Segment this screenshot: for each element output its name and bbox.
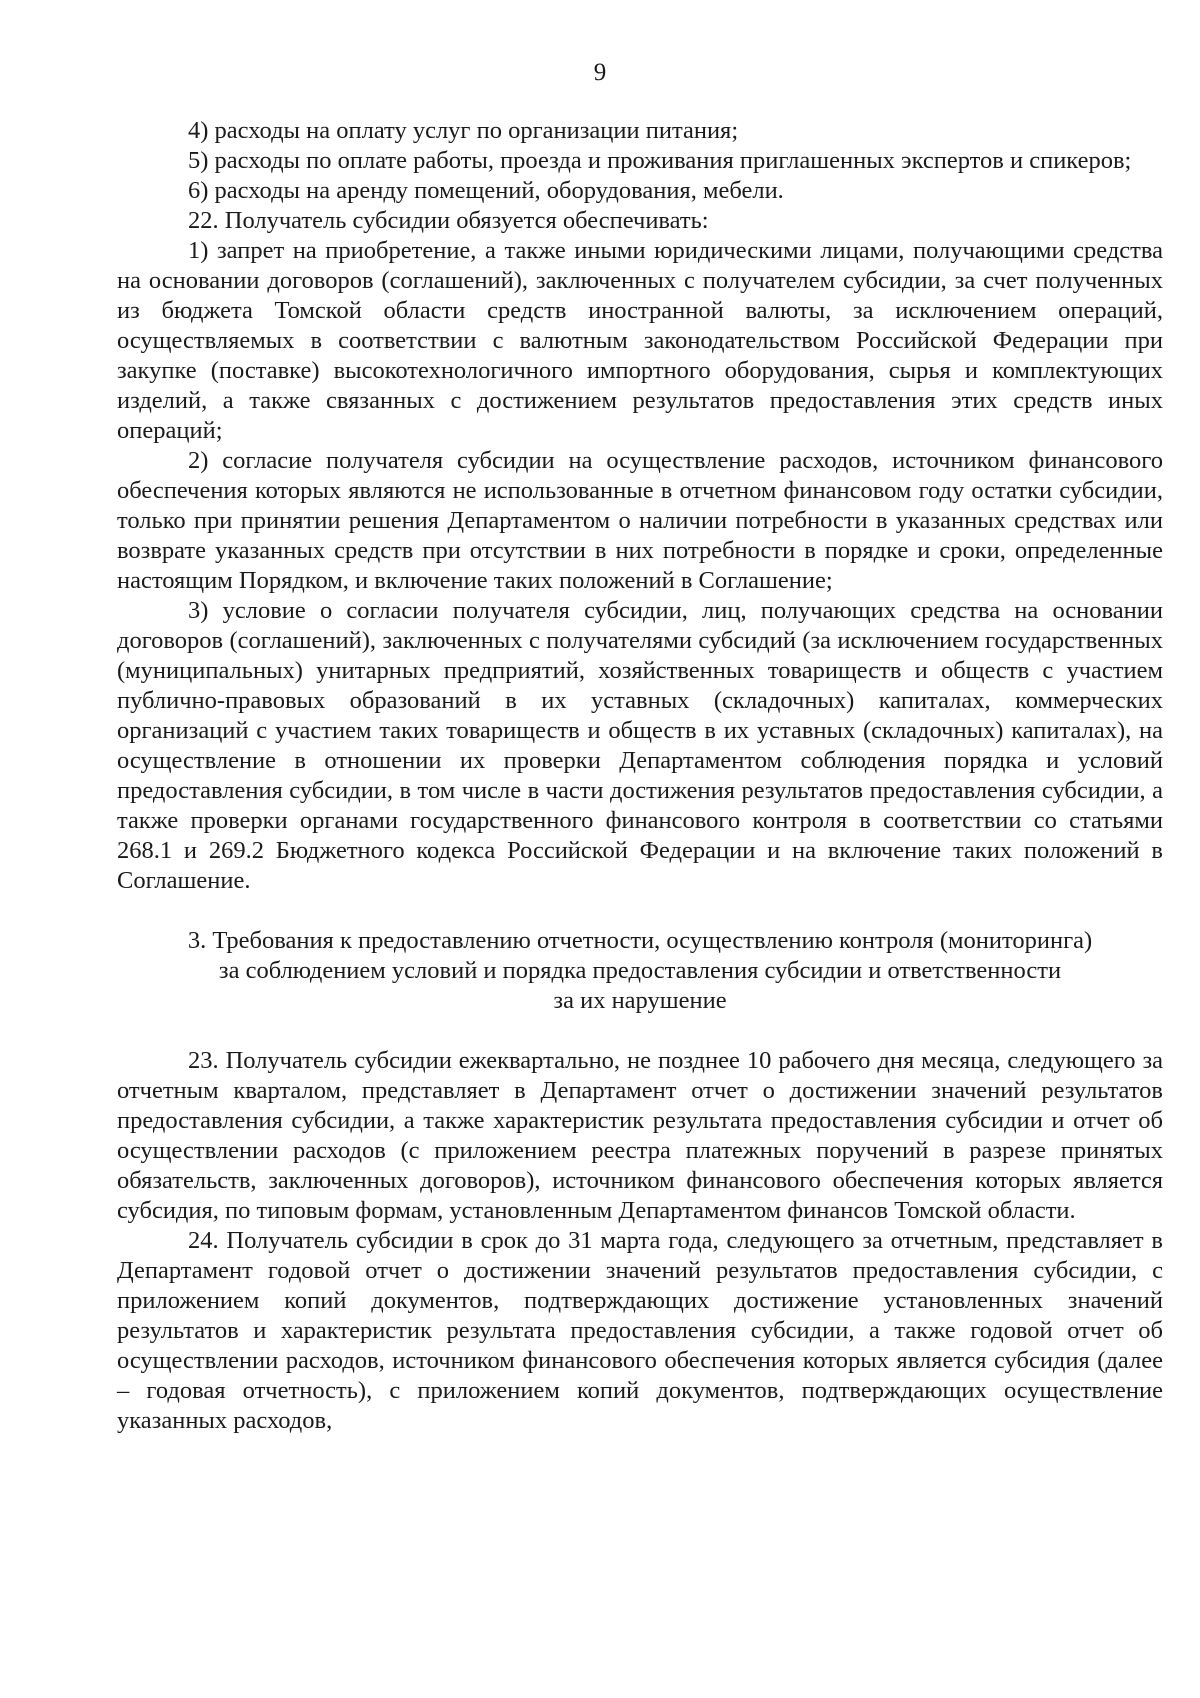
- paragraph-clause-22-item-1: 1) запрет на приобретение, а также иными юридическими лицами, получающими средства на основании договоров (соглашений), заключенных с получателем субсидии, за счет полученных из бюджета Томской области средств иностранной валюты, за исключением операций, осуществляемых в соответствии с валютным законодательством Российской Федерации при закупке (поставке) высокотехнологичного импортного оборудования, сырья и комплектующих изделий, а также связанных с достижением результатов предоставления этих средств иных операций;: [117, 237, 1163, 444]
- paragraph-clause-22-item-2: 2) согласие получателя субсидии на осуществление расходов, источником финансового обеспечения которых являются не использованные в отчетном финансовом году остатки субсидии, только при принятии решения Департаментом о наличии потребности в указанных средствах или возврате указанных средств при отсутствии в них потребности в порядке и сроки, определенные настоящим Порядком, и включение таких положений в Соглашение;: [117, 447, 1163, 594]
- section-heading-line-1: 3. Требования к предоставлению отчетности, осуществлению контроля (мониторинга): [187, 927, 1093, 954]
- document-body: [117, 116, 1163, 1436]
- section-heading-line-2: за соблюдением условий и порядка предоставления субсидии и ответственности: [218, 957, 1062, 984]
- paragraph-item-5: 5) расходы по оплате работы, проезда и проживания приглашенных экспертов и спикеров;: [188, 147, 1132, 174]
- paragraph-clause-22: 22. Получатель субсидии обязуется обеспечивать:: [188, 207, 709, 234]
- paragraph-clause-23: 23. Получатель субсидии ежеквартально, не позднее 10 рабочего дня месяца, следующего за отчетным кварталом, представляет в Департамент отчет о достижении значений результатов предоставления субсидии, а также характеристик результата предоставления субсидии и отчет об осуществлении расходов (с приложением реестра платежных поручений в разрезе принятых обязательств, заключенных договоров), источником финансового обеспечения которых является субсидия, по типовым формам, установленным Департаментом финансов Томской области.: [117, 1047, 1163, 1224]
- section-heading-line-3: за их нарушение: [553, 987, 727, 1014]
- section-heading: [117, 926, 1163, 1016]
- paragraph-item-4: 4) расходы на оплату услуг по организации питания;: [188, 117, 739, 144]
- paragraph-item-6: 6) расходы на аренду помещений, оборудования, мебели.: [188, 177, 784, 204]
- paragraph-clause-24: 24. Получатель субсидии в срок до 31 марта года, следующего за отчетным, представляет в Департамент годовой отчет о достижении значений результатов предоставления субсидии, с приложением копий документов, подтверждающих достижение установленных значений результатов и характеристик результата предоставления субсидии, а также годовой отчет об осуществлении расходов, источником финансового обеспечения которых является субсидия (далее – годовая отчетность), с приложением копий документов, подтверждающих осуществление указанных расходов,: [117, 1227, 1163, 1434]
- page-number: 9: [593, 59, 607, 86]
- paragraph-clause-22-item-3: 3) условие о согласии получателя субсидии, лиц, получающих средства на основании договоров (соглашений), заключенных с получателями субсидий (за исключением государственных (муниципальных) унитарных предприятий, хозяйственных товариществ и обществ с участием публично-правовых образований в их уставных (складочных) капиталах, коммерческих организаций с участием таких товариществ и обществ в их уставных (складочных) капиталах), на осуществление в отношении их проверки Департаментом соблюдения порядка и условий предоставления субсидии, в том числе в части достижения результатов предоставления субсидии, а также проверки органами государственного финансового контроля в соответствии со статьями 268.1 и 269.2 Бюджетного кодекса Российской Федерации и на включение таких положений в Соглашение.: [117, 597, 1163, 894]
